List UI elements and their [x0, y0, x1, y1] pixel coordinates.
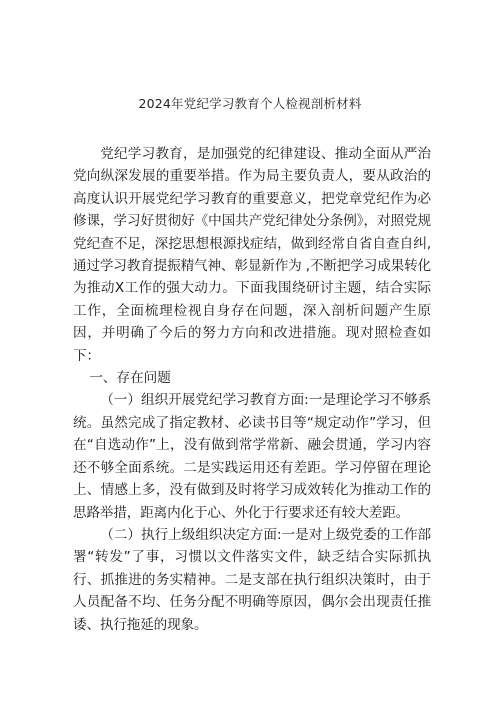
section-heading-problems: 一、存在问题 — [89, 370, 171, 387]
problem-item-1: （一）组织开展党纪学习教育方面:一是理论学习不够系统。虽然完成了指定教材、必读书目等“规定动作”学习，但在“自选动作”上，没有做到常学常新、融会贯通，学习内容还不够全面系统。二是实践运用还有差距。学习停留在理论上、情感上多，没有做到及时将学习成效转化为推动工作的思路举措，距离内化于心、外化于行要求还有较大差距。 — [73, 392, 431, 521]
document-body — [73, 143, 431, 636]
document-title: 2024年党纪学习教育个人检视剖析材料 — [138, 96, 362, 111]
problem-item-2: （二）执行上级组织决定方面:一是对上级党委的工作部署“转发”了事，习惯以文件落实文件，缺乏结合实际抓执行、抓推进的务实精神。二是支部在执行组织决策时，由于人员配备不均、任务分配不明确等原因，偶尔会出现责任推诿、执行拖延的现象。 — [73, 526, 431, 633]
intro-paragraph: 党纪学习教育，是加强党的纪律建设、推动全面从严治党向纵深发展的重要举措。作为局主要负责人，要从政治的高度认识开展党纪学习教育的重要意义，把党章党纪作为必修课，学习好贯彻好《中国共产党纪律处分条例》，对照党规党纪查不足，深挖思想根源找症结，做到经常自省自查自纠,通过学习教育提振精气神、彰显新作为 ,不断把学习成果转化为推动X工作的强大动力。下面我围绕研讨主题，结合实际工作，全面梳理检视自身存在问题，深入剖析问题产生原因，并明确了今后的努力方向和改进措施。现对照检查如下： — [73, 146, 431, 364]
